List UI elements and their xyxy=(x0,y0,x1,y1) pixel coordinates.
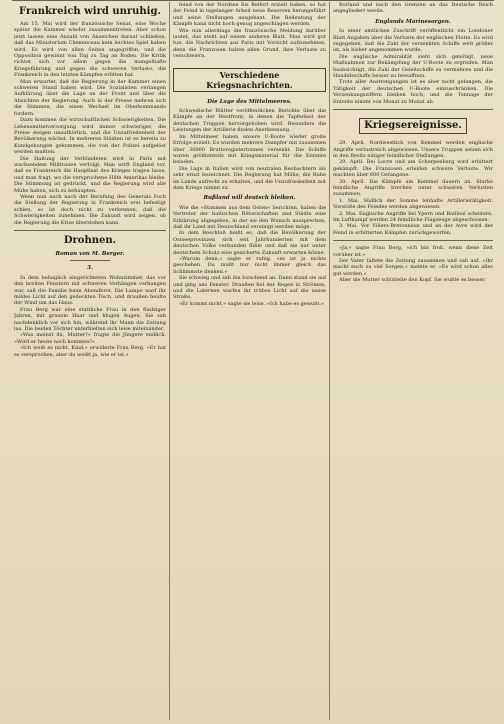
paragraph: »Er kommt nicht,« sagte sie leise. »Ich habe es gewußt.« xyxy=(179,300,325,307)
paragraph: Schwedische Blätter veröffentlichen Berichte über die Kämpfe an der Westfront, in denen die Tapferkeit der deutschen Truppen hervorgehoben wird. Besonders die Leistungen der Artillerie finden Anerkennung. xyxy=(173,108,326,134)
event-entry: 3. Mai. Vor Villers-Bretonneux und an der Avre wird der Feind in erbitterten Kämpfen zurückgeworfen. xyxy=(333,223,493,236)
section-rule xyxy=(333,240,493,241)
paragraph: Frau Berg war eine stattliche Frau in den fünfziger Jahren, mit grauem Haar und klugen Augen. Sie sah nachdenklich vor sich hin, während ihr Mann die Zeitung las. Die beiden Töchter unterhielten sich leise miteinander. xyxy=(14,306,166,333)
paragraph: feind von der Nordsee bis Belfort erzielt haben, so hat der Feind in tagelanger Arbeit neue Reserven herangeführt und seine Stellungen ausgebaut. Die Bedeutung der Kämpfe kann nicht hoch genug angeschlagen werden. xyxy=(173,2,326,28)
event-entry: 29. April. Bei Locre und am Scherpenberg wird erbittert gekämpft. Die Franzosen erleiden schwere Verluste. Wir machten über 600 Gefangene. xyxy=(333,159,493,179)
column-1 xyxy=(14,2,166,720)
paragraph: In einer amtlichen Zuschrift veröffentlicht ein Londoner Blatt Angaben über die Verluste der englischen Flotte. Es wird zugegeben, daß die Zahl der versenkten Schiffe weit größer ist, als bisher angenommen wurde. xyxy=(333,28,493,54)
article-title-frankreich: Frankreich wird unruhig. xyxy=(19,6,161,17)
top-rule xyxy=(12,0,494,1)
paragraph: In dem Beschluß heißt es, daß die Bevölkerung der Ostseeprovinzen sich seit Jahrhunderten mit dem deutschen Volke verbunden fühle und daß sie nur unter deutschem Schutz eine gesicherte Zukunft erwarten könne. xyxy=(173,230,326,256)
paragraph: Am 15. Mai wird der französische Senat, eine Woche später die Kammer wieder zusammentreten. Aber schon jetzt lassen eine Anzahl von Anzeichen darauf schließen, daß das Ministerium Clemenceau kein leichtes Spiel haben wird. Es wird von allen Seiten angegriffen, und die Opposition gewinnt von Tag zu Tag an Boden. Die Kritik richtet sich vor allem gegen die mangelhafte Kriegsführung und gegen die schweren Verluste, die Frankreich in den letzten Kämpfen erlitten hat. xyxy=(14,21,166,79)
serial-subtitle: Roman von M. Berger. xyxy=(55,251,125,257)
column-divider xyxy=(329,2,330,720)
paragraph: Die Lage in Italien wird von neutralen Beobachtern als sehr ernst bezeichnet. Die Regierung hat Mühe, die Ruhe im Lande aufrecht zu erhalten, und die Unzufriedenheit mit dem Kriege nimmt zu. xyxy=(173,165,326,191)
paragraph: Trotz aller Anstrengungen ist es aber nicht gelungen, die Tätigkeit der deutschen U-Boote einzuschränken. Die Versenkungsziffern bleiben hoch, und die Tonnage der Entente nimmt von Monat zu Monat ab. xyxy=(333,79,493,105)
column-3 xyxy=(333,2,493,720)
paragraph: Man erwartet, daß die Regierung in der Kammer einen schweren Stand haben wird. Die Sozialisten verlangen Aufklärung über die Lage an der Front und über die Absichten der Regierung. Auch in der Presse mehren sich die Stimmen, die einen Wechsel im Oberkommando fordern. xyxy=(14,78,166,117)
paragraph: »Was meinst du, Mutter?« fragte die Jüngere endlich. »Wird er heute noch kommen?« xyxy=(14,332,166,345)
section-rule xyxy=(14,230,166,231)
paragraph: Im Mittelmeer haben unsere U-Boote wieder große Erfolge erzielt. Es wurden mehrere Dampfer mit zusammen über 30000 Bruttoregistertonnen versenkt. Die Schiffe waren größtenteils mit Kriegsmaterial für die Entente beladen. xyxy=(173,133,326,166)
section-title-kriegsereignisse: Kriegsereignisse. xyxy=(359,118,467,134)
subsection-title: Englands Marinesorgen. xyxy=(375,18,451,25)
paragraph: Die Haltung der Verbündeten wird in Paris mit wachsendem Mißtrauen verfolgt. Man wirft England vor, daß es Frankreich die Hauptlast des Krieges tragen lasse, und man fragt, wo die versprochene Hilfe Amerikas bleibe. Die Stimmung ist gedrückt, und die Regierung wird alle Mühe haben, sich zu behaupten. xyxy=(14,155,166,194)
paragraph: »Ja,« sagte Frau Berg, »ich bin froh, wenn diese Zeit vorüber ist.« xyxy=(333,245,493,258)
paragraph: »Ich weiß es nicht, Kind,« erwiderte Frau Berg. »Er hat es versprochen, aber du weißt ja, wie er ist.« xyxy=(14,345,166,358)
section-rule xyxy=(333,109,493,110)
serial-title-drohnen: Drohnen. xyxy=(63,235,117,246)
event-entry: 30. April. Die Kämpfe am Kemmel dauern an. Starke feindliche Angriffe brechen unter schweren Verlusten zusammen. xyxy=(333,178,493,198)
paragraph: Der Vater faltete die Zeitung zusammen und sah auf. »Ihr macht euch zu viel Sorgen,« meinte er. »Es wird schon alles gut werden.« xyxy=(333,258,493,277)
subsection-title: Rußland will deutsch bleiben. xyxy=(203,195,296,202)
paragraph: In dem behaglich eingerichteten Wohnzimmer, das vor den breiten Fenstern mit schweren Vorhängen verhangen war, saß die Familie beim Abendbrot. Die Lampe warf ihr mildes Licht auf den gedeckten Tisch, und draußen heulte der Wind um das Haus. xyxy=(14,274,166,307)
paragraph: Die englische Admiralität sieht sich genötigt, neue Maßnahmen zur Bekämpfung der U-Boote zu ergreifen. Man beabsichtigt, die Zahl der Geleitschiffe zu vermehren und die Handelsschiffe besser zu bewaffnen. xyxy=(333,53,493,80)
event-entry: 29. April. Nordwestlich von Kemmel werden englische Angriffe verlustreich abgewiesen. Unsere Truppen setzen sich in den Besitz einiger feindlicher Stellungen. xyxy=(333,140,493,159)
section-title-kriegsnachrichten: Verschiedene Kriegsnachrichten. xyxy=(173,68,326,92)
section-heading-box xyxy=(173,64,326,95)
short-rule xyxy=(70,260,110,261)
paragraph: Borland und nach den Grenzen an das Deutsche Reich angegliedert werde. xyxy=(333,2,493,15)
chapter-number: 3. xyxy=(87,265,93,272)
paragraph: »Warum denn,« sagte er ruhig, »es ist ja nichts geschehen. Du mußt nur nicht immer gleich das Schlimmste denken.« xyxy=(173,256,326,275)
subsection-title: Die Lage des Mittelmeeres. xyxy=(207,98,292,105)
paragraph: Aber die Mutter schüttelte den Kopf. Sie wußte es besser. xyxy=(339,277,486,284)
paragraph: Sie schwieg und sah ihn forschend an. Dann stand sie auf und ging ans Fenster. Draußen fiel der Regen in Strömen, und die Laternen warfen ihr trübes Licht auf die nasse Straße. xyxy=(173,275,326,301)
event-entry: 2. Mai. Englische Angriffe bei Ypern und Bailleul scheitern. Im Luftkampf werden 24 feindliche Flugzeuge abgeschossen. xyxy=(333,210,493,223)
column-2 xyxy=(173,2,326,720)
section-heading-box xyxy=(333,114,493,137)
column-divider xyxy=(169,2,170,720)
event-entry: 1. Mai. Südlich der Somme lebhafte Artillerietätigkeit. Vorstöße des Feindes werden abgewiesen. xyxy=(333,197,493,211)
paragraph: Wie die »Stimmen aus dem Osten« berichten, haben die Vertreter der baltischen Ritterschaften und Städte eine Erklärung abgegeben, in der sie den Wunsch aussprechen, daß ihr Land mit Deutschland vereinigt werden möge. xyxy=(173,204,326,230)
paragraph: Wenn nun auch nach der Berufung des Generals Foch die Stellung der Regierung in Frankreich erst befestigt schien, so ist doch nicht zu verkennen, daß die Schwierigkeiten zunehmen. Die Zukunft wird zeigen, ob die Regierung die Krise überstehen kann. xyxy=(14,193,166,226)
paragraph: Wie nun allerdings die französische Meldung darüber lautet, das steht auf einem anderen Blatt. Man wird gut tun, die Nachrichten aus Paris mit Vorsicht aufzunehmen, denn die Franzosen haben allen Grund, ihre Verluste zu verschleiern. xyxy=(173,27,326,60)
paragraph: Dazu kommen die wirtschaftlichen Schwierigkeiten. Die Lebensmittelversorgung wird immer schwieriger, die Preise steigen unaufhörlich, und die Unzufriedenheit der Bevölkerung wächst. In mehreren Städten ist es bereits zu Kundgebungen gekommen, die von der Polizei aufgelöst werden mußten. xyxy=(14,117,166,156)
